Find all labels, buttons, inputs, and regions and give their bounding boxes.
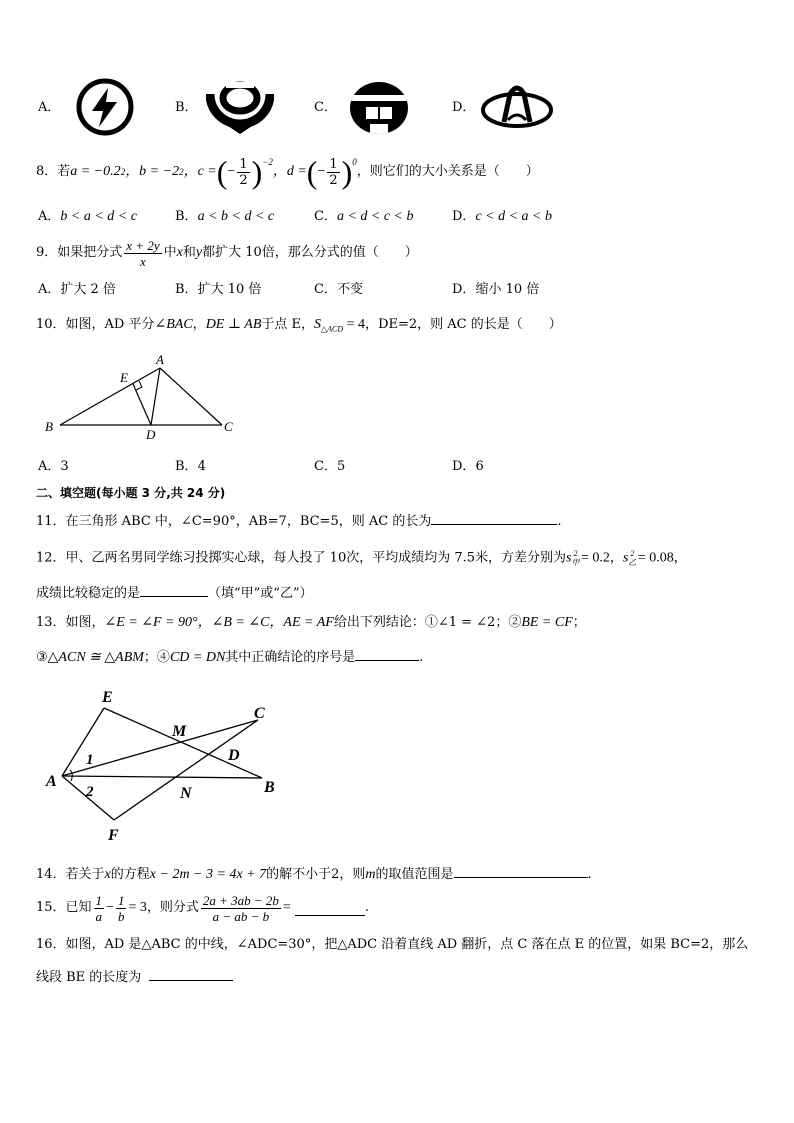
split-circle-icon [348,80,410,136]
q8-option-d: D．c < d < a < b [452,209,552,224]
q10-label-b: B [45,419,53,434]
ring-emblem-icon [206,80,274,136]
q11-answer-blank[interactable] [431,510,557,525]
q13-label-d: D [228,747,240,764]
section-heading: 二、填空题(每小题 3 分,共 24 分) [36,486,226,500]
q10-option-a: A．3 [38,459,69,474]
q10-triangle-diagram [40,350,240,442]
q13-answer-blank[interactable] [355,646,419,661]
q8-option-c: C．a < d < c < b [314,209,414,224]
q9-question: 9．如果把分式 $\frac{x + 2y}{x}$ 中 x 和 y 都扩大 10倍，那么分式的值（ ） [36,237,418,269]
lightning-circle-icon [72,78,138,136]
q13-label-a: A [46,773,57,790]
q10-label-a: A [156,352,164,367]
q16-line2: 线段 BE 的长度为 [36,966,233,987]
q7-option-c-label: C． [314,100,337,115]
q10-option-c: C．5 [314,459,346,474]
q13-label-2: 2 [86,784,94,800]
arch-oval-icon [480,80,554,130]
q10-label-c: C [224,419,233,434]
q9-option-b: B．扩大 10 倍 [175,282,262,297]
q13-label-n: N [180,785,192,802]
q13-label-f: F [108,827,119,844]
q10-label-d: D [146,427,156,442]
q13-line2: ③△ACN ≅ △ABM；④CD = DN其中正确结论的序号是 . [36,646,423,667]
q12-answer-blank[interactable] [140,582,208,597]
q10-question: 10．如图，AD 平分∠BAC，DE ⊥ AB于点 E，$S_{\triangle ACD} = 4$，DE=2，则 AC 的长是（ ） [36,317,562,334]
q13-geometry-diagram [40,682,300,848]
q13-label-m: M [172,723,187,740]
q16-line1: 16．如图，AD 是△ABC 的中线，∠ADC=30°，把△ADC 沿着直线 AD 翻折，点 C 落在点 E 的位置，如果 BC=2，那么 [36,937,749,952]
q10-option-b: B．4 [175,459,206,474]
q8-option-b: B．a < b < d < c [175,209,275,224]
q14-answer-blank[interactable] [454,863,588,878]
q12-line1: 12．甲、乙两名男同学练习投掷实心球，每人投了 10次，平均成绩均为 7.5米，方差分别为$s_甲^2 = 0.2$，$s_乙^2 = 0.08$， [36,549,687,567]
q10-option-d: D．6 [452,459,484,474]
q13-label-1: 1 [86,752,94,768]
q10-label-e: E [120,370,128,385]
q8-option-a: A．b < a < d < c [38,209,137,224]
q9-option-d: D．缩小 10 倍 [452,282,540,297]
q13-label-c: C [254,705,265,722]
q13-line1: 13．如图，∠E = ∠F = 90°，∠B = ∠C，AE = AF给出下列结论：①∠1 = ∠2；②BE = CF； [36,615,586,630]
q7-option-d-label: D． [452,100,476,115]
q15-question: 15．已知 $\frac{1}{a}$ − $\frac{1}{b}$ = 3 ，则分式 $\frac{2a + 3ab - 2b}{a - ab - b}$ = . [36,892,369,924]
q11-question: 11．在三角形 ABC 中，∠C=90°，AB=7，BC=5，则 AC 的长为 . [36,510,561,531]
q7-option-a-label: A． [38,100,61,115]
q16-answer-blank[interactable] [149,966,233,981]
q9-option-a: A．扩大 2 倍 [38,282,116,297]
q14-question: 14．若关于x的方程x − 2m − 3 = 4x + 7的解不小于2，则m的取值范围是 . [36,863,592,884]
q9-option-c: C．不变 [314,282,363,297]
q15-answer-blank[interactable] [295,901,365,916]
q7-option-b-label: B． [175,100,198,115]
q8-question: 8．若 a = −0.2 2 ，b = −2 2 ，c = ( − $\frac{1}{2}$ ) $^{-2}$ ，d = ( − $\frac{1}{2}$ ) $^0$ ，则它们的大小关系是（ ） [36,154,539,190]
q12-line2: 成绩比较稳定的是 （填“甲”或“乙”） [36,582,313,603]
q13-label-e: E [102,689,113,706]
q13-label-b: B [264,779,275,796]
